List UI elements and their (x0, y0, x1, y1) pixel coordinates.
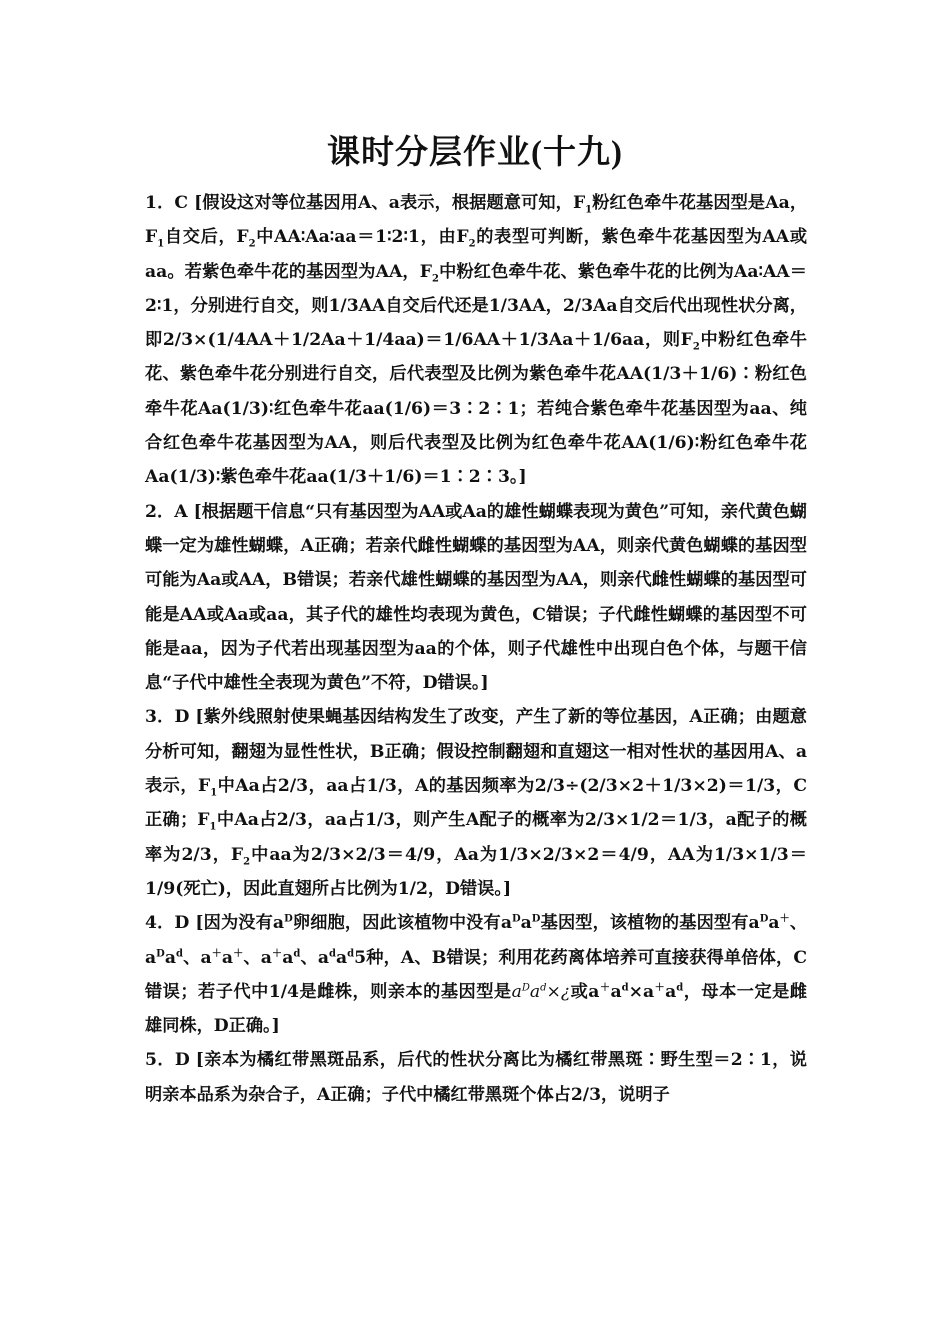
answer-item-1: 1．C [假设这对等位基因用A、a表示，根据题意可知，$F_1$粉红色牵牛花基因型是Aa，$F_1$自交后，$F_2$中AA∶Aa∶aa＝1∶2∶1，由$F_2$的表型可判断，紫色牵牛花基因型为AA或aa。若紫色牵牛花的基因型为AA，$F_2$中粉红色牵牛花、紫色牵牛花的比例为Aa∶AA＝2∶1，分别进行自交，则1/3AA自交后代还是1/3AA，2/3Aa自交后代出现性状分离，即2/3×(1/4AA＋1/2Aa＋1/4aa)＝1/6AA＋1/3Aa＋1/6aa，则$F_2$中粉红色牵牛花、紫色牵牛花分别进行自交，后代表型及比例为紫色牵牛花AA(1/3＋1/6)∶粉红色牵牛花Aa(1/3)∶红色牵牛花aa(1/6)＝3∶2∶1；若纯合紫色牵牛花基因型为aa、纯合红色牵牛花基因型为AA，则后代表型及比例为红色牵牛花AA(1/6)∶粉红色牵牛花Aa(1/3)∶紫色牵牛花aa(1/3＋1/6)＝1∶2∶3。] (145, 193, 808, 488)
answer-list (145, 186, 807, 1112)
answer-item-5 (145, 1043, 807, 1112)
answer-item-3: 3．D [紫外线照射使果蝇基因结构发生了改变，产生了新的等位基因，A正确；由题意分析可知，翻翅为显性性状，B正确；假设控制翻翅和直翅这一相对性状的基因用A、a表示，$F_1$中Aa占2/3，aa占1/3，A的基因频率为2/3÷(2/3×2＋1/3×2)＝1/3，C正确；$F_1$中Aa占2/3，aa占1/3，则产生A配子的概率为2/3×1/2＝1/3，a配子的概率为2/3，$F_2$中aa为2/3×2/3＝4/9，Aa为1/3×2/3×2＝4/9，AA为1/3×1/3＝1/9(死亡)，因此直翅所占比例为1/2，D错误。] (145, 707, 807, 899)
answer-number: 3．D (145, 707, 190, 728)
page-title: 课时分层作业(十九) (327, 135, 623, 171)
answer-item-2 (145, 495, 807, 701)
answer-number: 2．A (145, 501, 188, 522)
answer-item-4: 4．D [因为没有$a^D$卵细胞，因此该植物中没有$a^Da^D$基因型，该植物的基因型有$a^Da^+$、$a^Da^d$、a＋a＋、$a^+a^d$、$a^da^d5$种，A、B错误；利用花药离体培养可直接获得单倍体，C错误；若子代中1/4是雌株，则亲本的基因型是$a^Da^d\times¿$或$a^+a^d\times a^+a^d$，母本一定是雌雄同株，D正确。] (145, 913, 808, 1037)
answer-number: 5．D (145, 1050, 190, 1071)
answer-text: [亲本为橘红带黑斑品系，后代的性状分离比为橘红带黑斑∶野生型＝2∶1，说明亲本品系为杂合子，A正确；子代中橘红带黑斑个体占2/3，说明子 (145, 1050, 807, 1105)
answer-number: 4．D (145, 913, 190, 934)
answer-text: [根据题干信息“只有基因型为AA或Aa的雄性蝴蝶表现为黄色”可知，亲代黄色蝴蝶一定为雄性蝴蝶，A正确；若亲代雌性蝴蝶的基因型为AA，则亲代黄色蝴蝶的基因型可能为Aa或AA，B错误；若亲代雄性蝴蝶的基因型为AA，则亲代雌性蝴蝶的基因型可能是AA或Aa或aa，其子代的雄性均表现为黄色，C错误；子代雌性蝴蝶的基因型不可能是aa，因为子代若出现基因型为aa的个体，则子代雄性中出现白色个体，与题干信息“子代中雄性全表现为黄色”不符，D错误。] (145, 501, 807, 694)
answer-number: 1．C (145, 193, 189, 213)
